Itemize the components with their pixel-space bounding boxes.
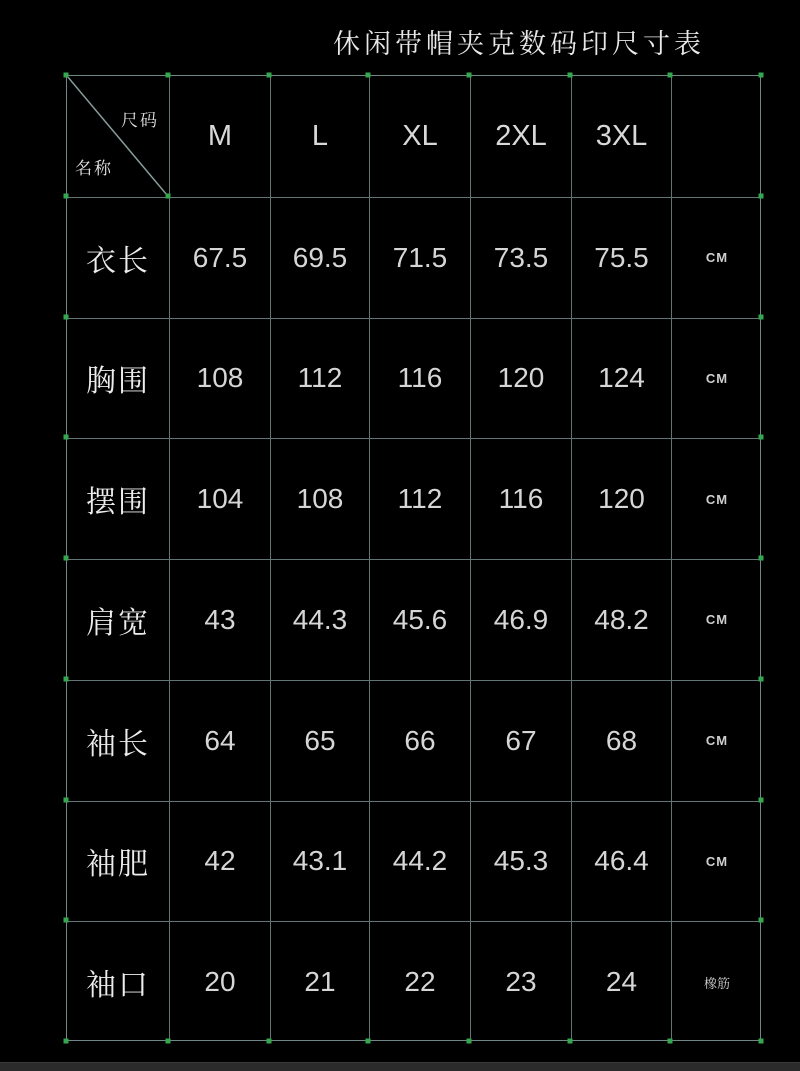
row-label-cell: 袖口 [67, 921, 169, 1042]
value-cell: 44.2 [369, 801, 470, 922]
value-cell: 42 [169, 801, 270, 922]
value-cell: 43.1 [270, 801, 369, 922]
value-cell: 75.5 [571, 197, 671, 318]
value-cell: 116 [369, 318, 470, 439]
value-cell: 46.4 [571, 801, 671, 922]
value-cell: 67 [470, 680, 571, 801]
value-cell: 120 [470, 318, 571, 439]
size-header-l: L [270, 76, 369, 197]
unit-cell: CM [671, 438, 762, 559]
row-label-cell: 袖肥 [67, 801, 169, 922]
value-cell: 44.3 [270, 559, 369, 680]
unit-cell: CM [671, 318, 762, 439]
corner-header-cell [67, 76, 169, 197]
footer-bar [0, 1062, 800, 1071]
row-label-cell: 袖长 [67, 680, 169, 801]
unit-header-cell-empty [671, 76, 762, 197]
value-cell: 124 [571, 318, 671, 439]
value-cell: 120 [571, 438, 671, 559]
value-cell: 65 [270, 680, 369, 801]
value-cell: 45.3 [470, 801, 571, 922]
row-label-cell: 衣长 [67, 197, 169, 318]
unit-cell: CM [671, 197, 762, 318]
unit-cell: CM [671, 680, 762, 801]
size-header-3xl: 3XL [571, 76, 671, 197]
value-cell: 68 [571, 680, 671, 801]
value-cell: 112 [270, 318, 369, 439]
corner-size-label: 尺码 [121, 111, 159, 130]
size-header-m: M [169, 76, 270, 197]
value-cell: 116 [470, 438, 571, 559]
value-cell: 108 [270, 438, 369, 559]
value-cell: 43 [169, 559, 270, 680]
value-cell: 112 [369, 438, 470, 559]
size-header-xl: XL [369, 76, 470, 197]
size-header-2xl: 2XL [470, 76, 571, 197]
value-cell: 46.9 [470, 559, 571, 680]
unit-cell: 橡筋 [671, 921, 762, 1042]
value-cell: 45.6 [369, 559, 470, 680]
value-cell: 20 [169, 921, 270, 1042]
row-label-cell: 胸围 [67, 318, 169, 439]
value-cell: 67.5 [169, 197, 270, 318]
size-table [66, 75, 761, 1041]
value-cell: 21 [270, 921, 369, 1042]
value-cell: 69.5 [270, 197, 369, 318]
value-cell: 71.5 [369, 197, 470, 318]
value-cell: 104 [169, 438, 270, 559]
row-label-cell: 摆围 [67, 438, 169, 559]
value-cell: 23 [470, 921, 571, 1042]
value-cell: 48.2 [571, 559, 671, 680]
page-title: 休闲带帽夹克数码印尺寸表 [333, 29, 705, 59]
unit-cell: CM [671, 801, 762, 922]
value-cell: 73.5 [470, 197, 571, 318]
corner-name-label: 名称 [75, 158, 113, 178]
value-cell: 66 [369, 680, 470, 801]
value-cell: 24 [571, 921, 671, 1042]
unit-cell: CM [671, 559, 762, 680]
row-label-cell: 肩宽 [67, 559, 169, 680]
value-cell: 22 [369, 921, 470, 1042]
value-cell: 108 [169, 318, 270, 439]
value-cell: 64 [169, 680, 270, 801]
